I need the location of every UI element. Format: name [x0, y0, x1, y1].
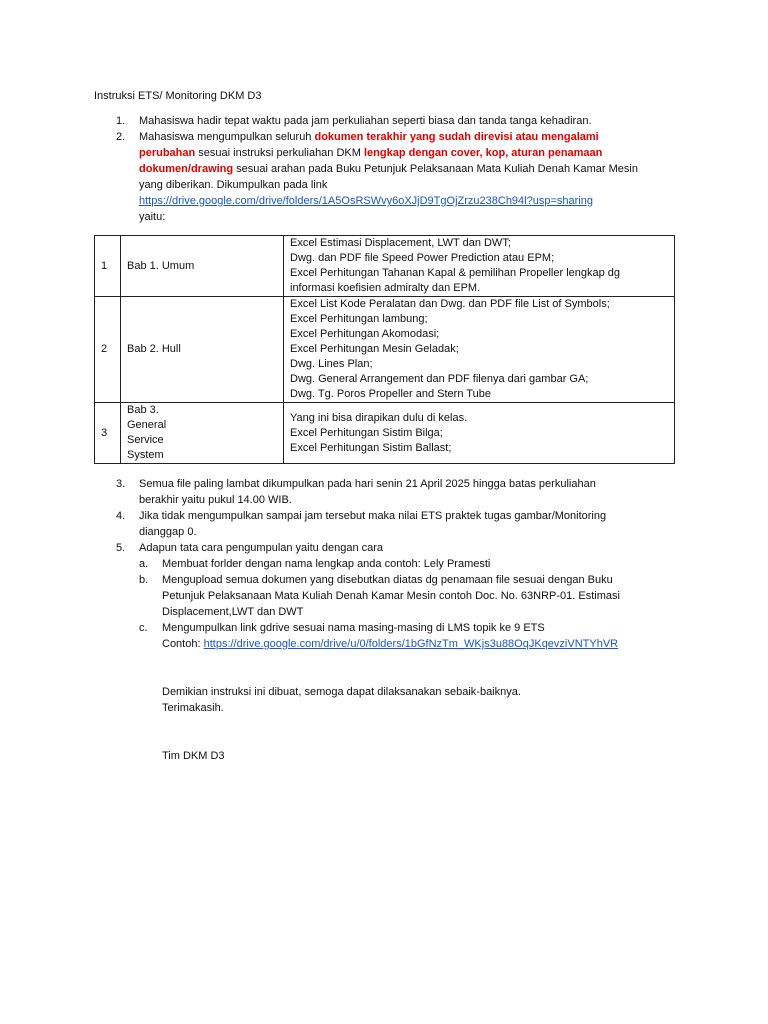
table-row: [95, 297, 675, 403]
row-items: Excel List Kode Peralatan dan Dwg. dan PDF file List of Symbols; Excel Perhitungan lambung; Excel Perhitungan Akomodasi; Excel Perhitungan Mesin Geladak; Dwg. Lines Plan; Dwg. General Arrangement dan PDF filenya dari gambar GA; Dwg. Tg. Poros Propeller and Stern Tube: [284, 297, 675, 403]
item-2-line-6: yaitu:: [139, 211, 166, 223]
table-row: [95, 236, 675, 297]
row-number: 2: [95, 297, 121, 403]
doc-title: Instruksi ETS/ Monitoring DKM D3: [94, 90, 262, 102]
example-gdrive-link[interactable]: https://drive.google.com/drive/u/0/folders/1bGfNzTm_WKjs3u88OqJKqevziVNTYhVR: [203, 638, 619, 650]
sub-b-line-3: Displacement,LWT dan DWT: [162, 606, 304, 618]
item-2-emphasis-a: dokumen terakhir yang sudah direvisi atau mengalami: [314, 131, 599, 143]
row-bab: Bab 3. General Service System: [121, 403, 284, 464]
item-2-line-3: [139, 161, 638, 177]
item-2-text-b: sesuai instruksi perkuliahan DKM: [195, 147, 364, 159]
list-num-2: 2.: [116, 131, 126, 143]
item-2-line-2: [139, 145, 602, 161]
sub-label-a: a.: [139, 558, 149, 570]
item-4-line-1: Jika tidak mengumpulkan sampai jam tersebut maka nilai ETS praktek tugas gambar/Monitoring: [139, 510, 607, 522]
row-number: 3: [95, 403, 121, 464]
item-4-line-2: dianggap 0.: [139, 526, 197, 538]
sub-c-line-1: Mengumpulkan link gdrive sesuai nama masing-masing di LMS topik ke 9 ETS: [162, 622, 545, 634]
item-5-line-1: Adapun tata cara pengumpulan yaitu dengan cara: [139, 542, 384, 554]
item-2-line-4: yang diberikan. Dikumpulkan pada link: [139, 179, 328, 191]
closing-line-1: Demikian instruksi ini dibuat, semoga dapat dilaksanakan sebaik-baiknya.: [162, 686, 521, 698]
gdrive-folder-link-text[interactable]: https://drive.google.com/drive/folders/1A5OsRSWvy6oXJjD9TgOjZrzu238Ch94l?usp=sharing: [139, 195, 593, 207]
table-row: [95, 403, 675, 464]
signature: Tim DKM D3: [162, 750, 225, 762]
sub-b-line-2: Petunjuk Pelaksanaan Mata Kuliah Denah Kamar Mesin contoh Doc. No. 63NRP-01. Estimasi: [162, 590, 620, 602]
row-items: Excel Estimasi Displacement, LWT dan DWT; Dwg. dan PDF file Speed Power Prediction atau EPM; Excel Perhitungan Tahanan Kapal & pemilihan Propeller lengkap dg informasi koefisien admiralty dan EPM.: [284, 236, 675, 297]
item-2-emphasis-d: dokumen/drawing: [139, 163, 234, 175]
row-items: Yang ini bisa dirapikan dulu di kelas. Excel Perhitungan Sistim Bilga; Excel Perhitungan Sistim Ballast;: [284, 403, 675, 464]
row-bab: Bab 2. Hull: [121, 297, 284, 403]
gdrive-folder-link[interactable]: [139, 193, 593, 209]
item-1-text: Mahasiswa hadir tepat waktu pada jam perkuliahan seperti biasa dan tanda tanga kehadiran.: [139, 115, 592, 127]
sub-a-text: Membuat forlder dengan nama lengkap anda contoh: Lely Pramesti: [162, 558, 491, 570]
item-2-line-1: [139, 129, 599, 145]
sub-label-b: b.: [139, 574, 149, 586]
row-number: 1: [95, 236, 121, 297]
list-num-3: 3.: [116, 478, 126, 490]
item-3-line-2: berakhir yaitu pukul 14.00 WIB.: [139, 494, 292, 506]
sub-c-line-2: [162, 636, 618, 652]
row-bab: Bab 1. Umum: [121, 236, 284, 297]
item-3-line-1: Semua file paling lambat dikumpulkan pada hari senin 21 April 2025 hingga batas perkuliahan: [139, 478, 596, 490]
list-num-5: 5.: [116, 542, 126, 554]
item-2-emphasis-b: perubahan: [139, 147, 196, 159]
sub-label-c: c.: [139, 622, 148, 634]
bab-table: [94, 235, 675, 464]
list-num-4: 4.: [116, 510, 126, 522]
closing-line-2: Terimakasih.: [162, 702, 224, 714]
item-2-emphasis-c: lengkap dengan cover, kop, aturan penamaan: [363, 147, 603, 159]
contoh-label: Contoh:: [162, 638, 204, 650]
list-num-1: 1.: [116, 115, 126, 127]
item-2-text-a: Mahasiswa mengumpulkan seluruh: [139, 131, 315, 143]
item-2-text-c: sesuai arahan pada Buku Petunjuk Pelaksanaan Mata Kuliah Denah Kamar Mesin: [233, 163, 638, 175]
sub-b-line-1: Mengupload semua dokumen yang disebutkan diatas dg penamaan file sesuai dengan Buku: [162, 574, 613, 586]
